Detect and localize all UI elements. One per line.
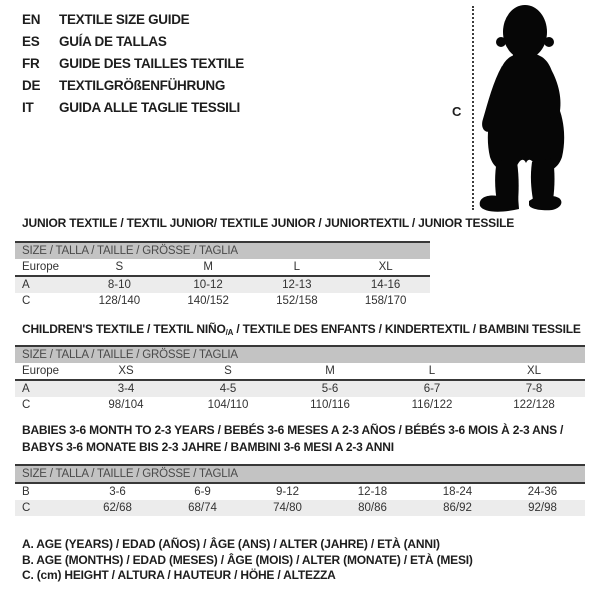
lang-code: IT: [22, 100, 34, 115]
row-label: C: [22, 502, 31, 514]
size-header-bar: SIZE / TALLA / TAILLE / GRÖSSE / TAGLIA: [15, 241, 430, 259]
note-b: B. AGE (MONTHS) / EDAD (MESES) / ÂGE (MOIS) / ALTER (MONATE) / ETÀ (MESI): [22, 552, 473, 567]
cell: 12-18: [357, 486, 388, 498]
lang-row-es: [22, 31, 244, 53]
babies-title-line1: BABIES 3-6 MONTH TO 2-3 YEARS / BEBÉS 3-6 MESES A 2-3 AÑOS / BÉBÉS 3-6 MOIS À 2-3 ANS /: [22, 423, 564, 437]
cell: 62/68: [103, 502, 132, 514]
junior-section-title: JUNIOR TEXTILE / TEXTIL JUNIOR/ TEXTILE JUNIOR / JUNIORTEXTIL / JUNIOR TESSILE: [22, 216, 515, 230]
cell: 10-12: [193, 279, 223, 291]
lang-row-en: [22, 9, 244, 31]
table-row-a: [15, 277, 430, 293]
table-row-c: [15, 397, 585, 413]
babies-section-title: [22, 422, 563, 456]
note-c: C. (cm) HEIGHT / ALTURA / HAUTEUR / HÖHE / ALTEZZA: [22, 568, 336, 583]
row-label: Europe: [22, 365, 60, 377]
lang-code: DE: [22, 78, 41, 93]
cell: XL: [378, 261, 393, 273]
title-subscript: /A: [225, 328, 234, 337]
lang-row-fr: [22, 53, 244, 75]
cell: 74/80: [273, 502, 302, 514]
children-section-title: [22, 321, 581, 341]
row-label: Europe: [22, 261, 60, 273]
cell: XS: [118, 365, 134, 377]
cell: L: [293, 261, 301, 273]
lang-code: FR: [22, 56, 40, 71]
legend-notes: [22, 537, 473, 584]
cell: 110/116: [310, 399, 350, 411]
cell: 3-6: [109, 486, 126, 498]
cell: M: [203, 261, 213, 273]
cell: 24-36: [527, 486, 558, 498]
cell: 9-12: [275, 486, 300, 498]
cell: 86/92: [443, 502, 472, 514]
cell: S: [115, 261, 124, 273]
cell: 158/170: [364, 295, 407, 307]
table-row-a: [15, 381, 585, 397]
cell: 8-10: [107, 279, 131, 291]
cell: 4-5: [219, 383, 237, 395]
title-part: / TEXTILE DES ENFANTS / KINDERTEXTIL / BAMBINI TESSILE: [233, 322, 581, 336]
table-row-b: [15, 484, 585, 500]
table-row-c: [15, 500, 585, 516]
title-part: CHILDREN'S TEXTILE / TEXTIL NIÑO: [22, 322, 226, 336]
cell: 68/74: [188, 502, 217, 514]
guide-title-it: GUIDA ALLE TAGLIE TESSILI: [59, 100, 240, 115]
row-label: B: [22, 486, 30, 498]
guide-title-fr: GUIDE DES TAILLES TEXTILE: [59, 56, 245, 71]
cell: 98/104: [108, 399, 144, 411]
cell: 18-24: [442, 486, 473, 498]
children-size-table: [15, 345, 585, 413]
cell: 152/158: [276, 295, 318, 307]
size-header-bar: SIZE / TALLA / TAILLE / GRÖSSE / TAGLIA: [15, 464, 585, 484]
cell: L: [428, 365, 436, 377]
row-label: A: [22, 383, 30, 395]
language-title-list: [22, 9, 244, 119]
cell: S: [224, 365, 232, 377]
note-a: A. AGE (YEARS) / EDAD (AÑOS) / ÂGE (ANS) / ALTER (JAHRE) / ETÀ (ANNI): [22, 537, 440, 551]
toddler-silhouette-icon: [440, 0, 600, 215]
lang-code: ES: [22, 34, 40, 49]
child-figure: [440, 0, 600, 215]
guide-title-en: TEXTILE SIZE GUIDE: [59, 12, 190, 27]
babies-size-table: [15, 464, 585, 516]
cell: 92/98: [528, 502, 557, 514]
measure-label-c: C: [452, 104, 462, 119]
cell: 3-4: [117, 383, 135, 395]
cell: 14-16: [370, 279, 401, 291]
junior-size-table: [15, 241, 430, 309]
cell: 140/152: [187, 295, 229, 307]
lang-row-it: [22, 97, 244, 119]
row-label: A: [22, 279, 30, 291]
cell: 6-9: [194, 486, 211, 498]
table-row-c: [15, 293, 430, 309]
cell: 104/110: [207, 399, 249, 411]
cell: M: [325, 365, 335, 377]
cell: 128/140: [98, 295, 141, 307]
cell: XL: [526, 365, 542, 377]
lang-code: EN: [22, 12, 41, 27]
cell: 122/128: [513, 399, 555, 411]
table-row-europe: [15, 259, 430, 277]
cell: 80/86: [358, 502, 387, 514]
row-label: C: [22, 399, 31, 411]
row-label: C: [22, 295, 31, 307]
cell: 116/122: [411, 399, 453, 411]
guide-title-de: TEXTILGRÖßENFÜHRUNG: [59, 78, 226, 93]
cell: 6-7: [423, 383, 441, 395]
cell: 5-6: [321, 383, 339, 395]
cell: 12-13: [282, 279, 312, 291]
babies-title-line2: BABYS 3-6 MONATE BIS 2-3 JAHRE / BAMBINI 3-6 MESI A 2-3 ANNI: [22, 440, 394, 454]
size-header-bar: SIZE / TALLA / TAILLE / GRÖSSE / TAGLIA: [15, 345, 585, 363]
cell: 7-8: [525, 383, 543, 395]
table-row-europe: [15, 363, 585, 381]
guide-title-es: GUÍA DE TALLAS: [59, 34, 167, 49]
lang-row-de: [22, 75, 244, 97]
